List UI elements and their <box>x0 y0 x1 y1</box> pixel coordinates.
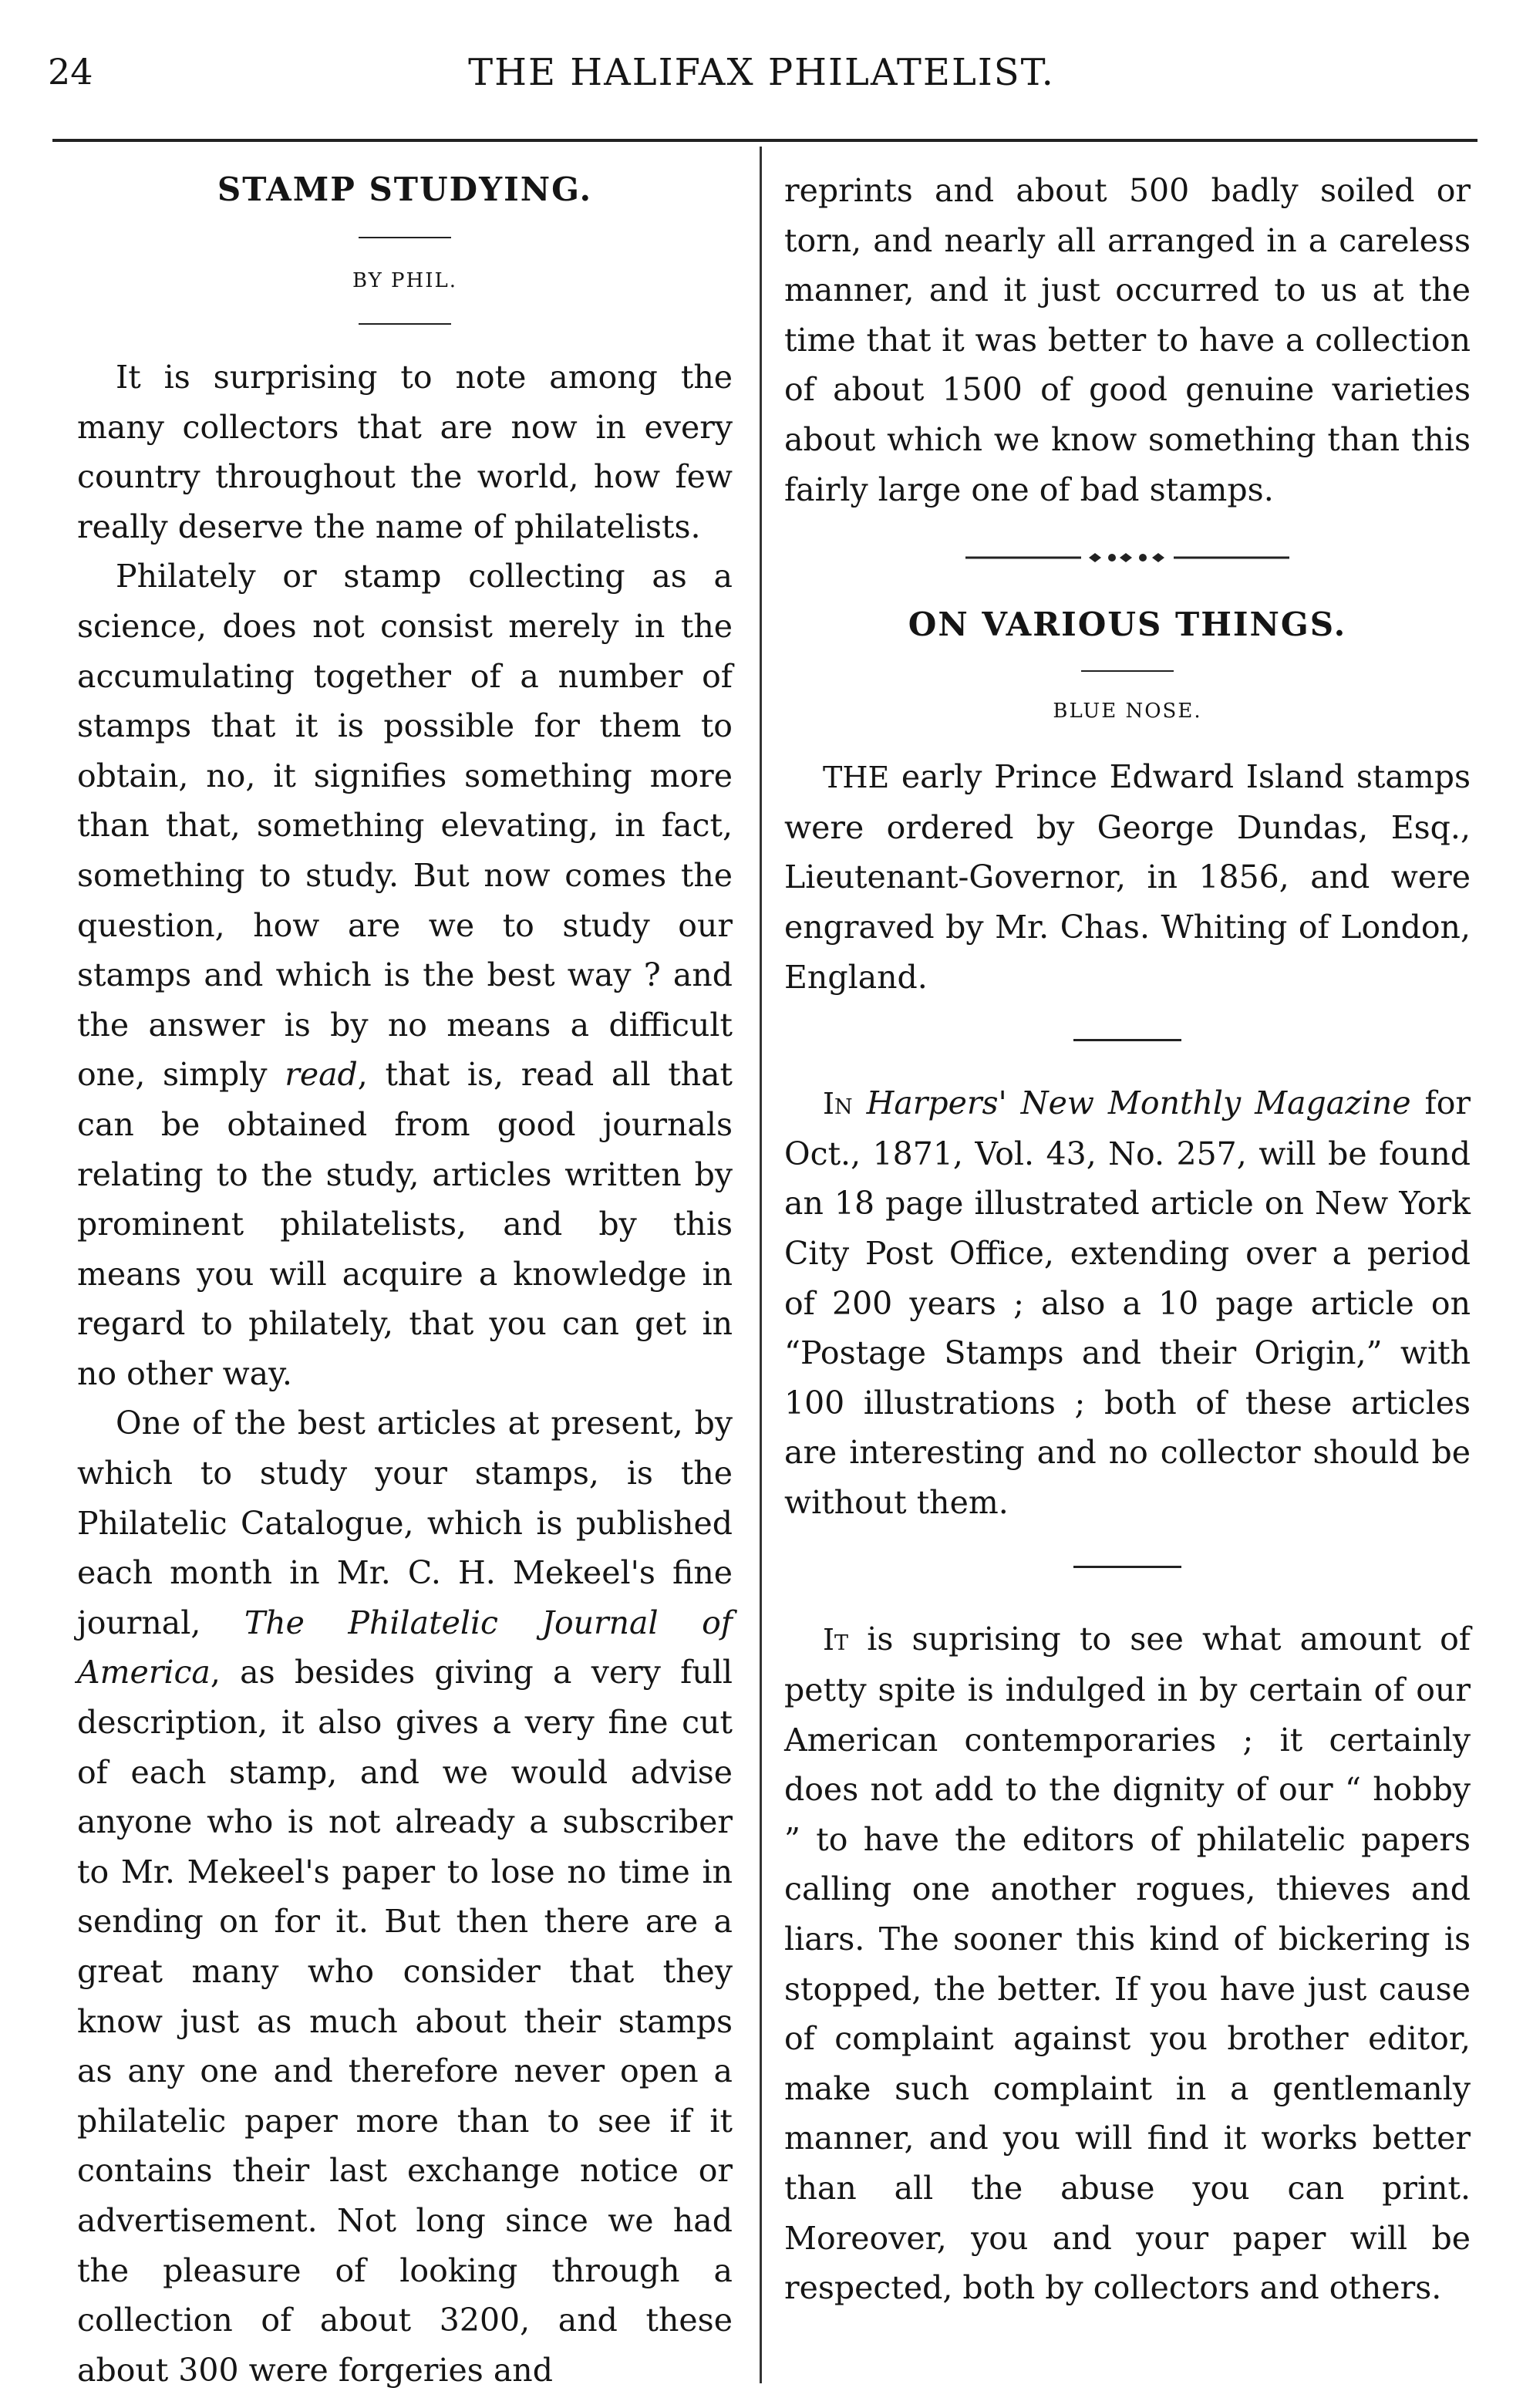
paragraph <box>77 551 733 1398</box>
running-title: THE HALIFAX PHILATELIST. <box>468 51 1055 94</box>
ornament-icon <box>965 550 1289 565</box>
paragraph <box>77 352 733 551</box>
paragraph-continued <box>784 166 1471 514</box>
paragraph <box>784 1078 1471 1527</box>
small-caps-lead: It <box>823 1623 849 1658</box>
paragraph <box>77 1398 733 2395</box>
paragraph-text: Philately or stamp collecting as a science, does not consist merely in the accumulating together of a number of stamps that it is possible for them to obtain, no, it signifies something more than that, something elevating, in fact, something to study. But now comes the question, how are we to study our stamps and which is the best way ? and the answer is by no means a difficult one, simply <box>77 558 733 1094</box>
byline-phil: BY PHIL. <box>352 269 458 292</box>
page-number: 24 <box>48 51 93 93</box>
title-rule <box>1081 670 1174 672</box>
article-title-various-things: ON VARIOUS THINGS. <box>908 605 1347 644</box>
paragraph-text: , that is, read all that can be obtained from good journals relating to the study, articles written by prominent philatelists, and by this means you will acquire a knowledge in regard to philately, that you can get in no other way. <box>77 1056 733 1392</box>
byline-rule <box>359 323 451 325</box>
small-caps-lead: THE <box>823 761 890 795</box>
paragraph-text: early Prince Edward Island stamps were ordered by George Dundas, Esq., Lieutenant-Governor, in 1856, and were engraved by Mr. Chas. Whiting of London, England. <box>784 758 1471 996</box>
paragraph-text: for Oct., 1871, Vol. 43, No. 257, will be found an 18 page illustrated article on New York City Post Office, extending over a period of 200 years ; also a 10 page article on “Postage Stamps and their Origin,” with 100 illustrations ; both of these articles are interesting and no collector should be without them. <box>784 1084 1471 1521</box>
paragraph-text: , as besides giving a very full description, it also gives a very fine cut of each stamp, and we would advise anyone who is not already a subscriber to Mr. Mekeel's paper to lose no time in sending on for it. But then there are a great many who consider that they know just as much about their stamps as any one and therefore never open a philatelic paper more than to see if it contains their last exchange notice or advertisement. Not long since we had the pleasure of looking through a collection of about 3200, and these about 300 were forgeries and <box>77 1654 733 2389</box>
right-column <box>784 166 1471 2313</box>
small-caps-lead: In <box>823 1087 853 1121</box>
emphasis-read: read <box>285 1056 358 1094</box>
byline-blue-nose: BLUE NOSE. <box>1053 700 1202 723</box>
journal-title: The Philatelic Journal of America <box>77 1604 733 1691</box>
column-divider <box>760 147 762 2383</box>
ornament-divider <box>965 550 1289 565</box>
paragraph-text: One of the best articles at present, by which to study your stamps, is the Philatelic Catalogue, which is published each month in Mr. C. H. Mekeel's fine journal, <box>77 1405 733 1641</box>
article-title-stamp-studying: STAMP STUDYING. <box>217 170 593 208</box>
section-rule <box>1073 1039 1181 1041</box>
left-column <box>77 166 733 2395</box>
section-rule <box>1073 1566 1181 1568</box>
header-rule <box>52 139 1478 142</box>
paragraph <box>784 752 1471 1002</box>
paragraph-text: reprints and about 500 badly soiled or torn, and nearly all arranged in a careless manner, and it just occurred to us at the time that it was better to have a collection of about 1500 of good genuine varieties about which we know something than this fairly large one of bad stamps. <box>784 172 1471 508</box>
paragraph-text: is suprising to see what amount of petty spite is indulged in by certain of our American contemporaries ; it certainly does not add to the dignity of our “ hobby ” to have the editors of philatelic papers calling one another rogues, thieves and liars. The sooner this kind of bickering is stopped, the better. If you have just cause of complaint against you brother editor, make such complaint in a gentlemanly manner, and you will find it works better than all the abuse you can print. Moreover, you and your paper will be respected, both by collectors and others. <box>784 1621 1471 2307</box>
title-rule <box>359 237 451 238</box>
paragraph-text: It is surprising to note among the many collectors that are now in every country throughout the world, how few really deserve the name of philatelists. <box>77 359 733 545</box>
paragraph <box>784 1614 1471 2312</box>
magazine-title: Harpers' New Monthly Magazine <box>866 1084 1411 1122</box>
